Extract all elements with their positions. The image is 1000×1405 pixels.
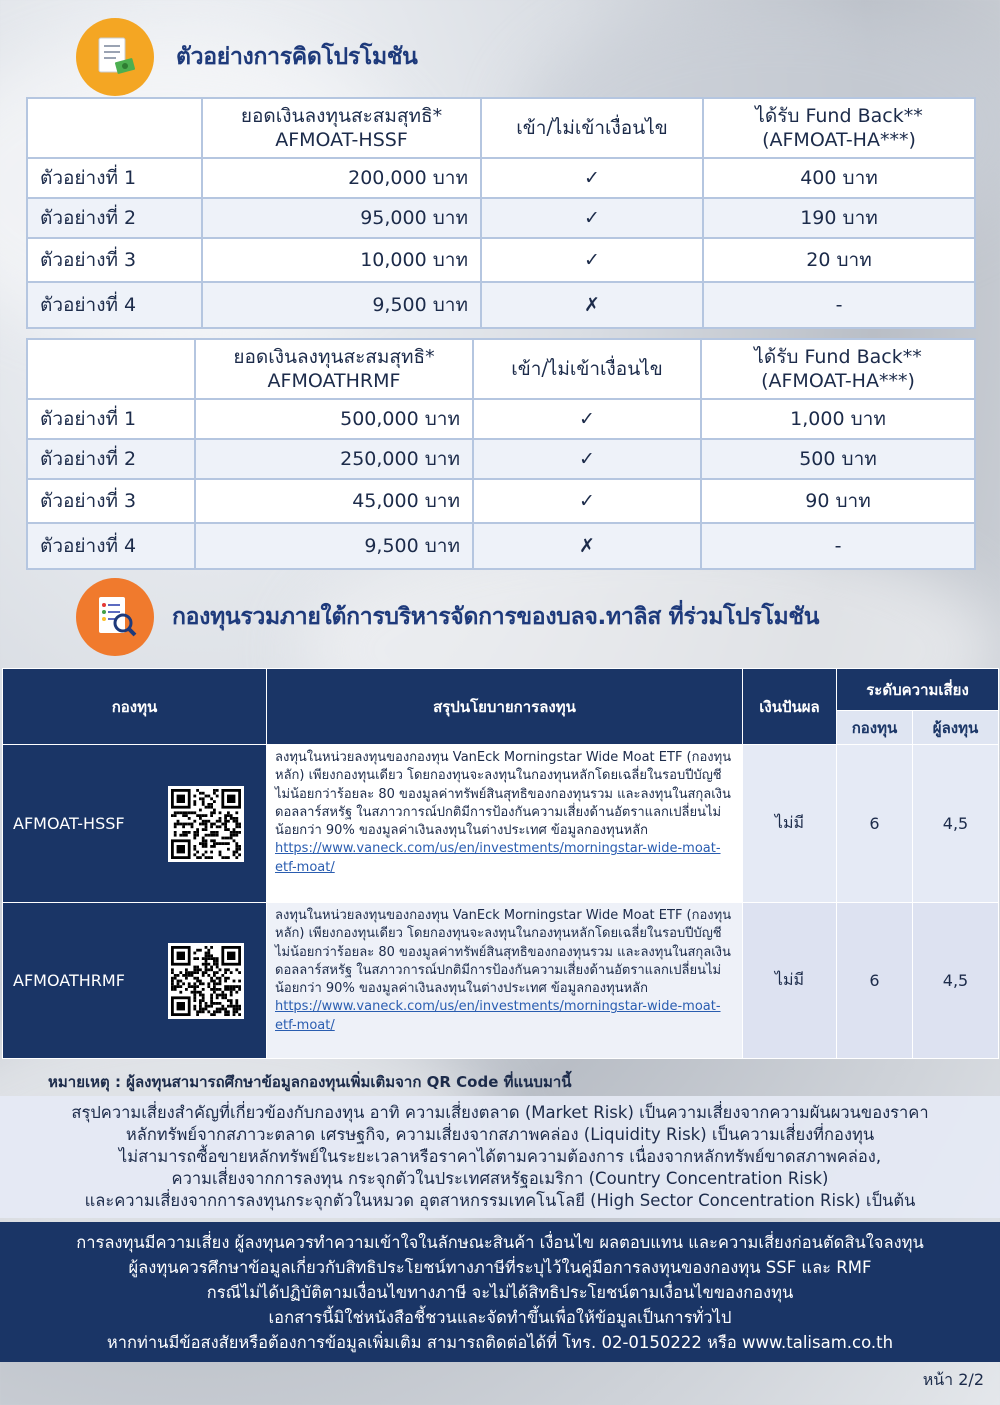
- fund-back-amount: 20 บาท: [703, 238, 975, 282]
- qr-code-icon[interactable]: [168, 943, 244, 1019]
- disclaimer-line: ผู้ลงทุนควรศึกษาข้อมูลเกี่ยวกับสิทธิประโยชน์ทางภาษีที่ระบุไว้ในคู่มือการลงทุนของกองทุน SSF และ RMF: [128, 1258, 872, 1277]
- qr-code-icon[interactable]: [168, 786, 244, 862]
- header-condition: เข้า/ไม่เข้าเงื่อนไข: [481, 98, 703, 158]
- fund-name-cell: [3, 903, 267, 1059]
- report-magnifier-icon: [76, 578, 154, 656]
- section-header-promo-example: [76, 18, 418, 96]
- condition-mark: ✓: [481, 238, 703, 282]
- fund-name-cell: [3, 745, 267, 903]
- header-policy: สรุปนโยบายการลงทุน: [267, 669, 743, 745]
- header-empty-cell: [27, 98, 202, 158]
- fund-row: [3, 903, 999, 1059]
- table-row: [27, 238, 975, 282]
- example-label: ตัวอย่างที่ 1: [27, 158, 202, 198]
- example-label: ตัวอย่างที่ 3: [27, 479, 195, 523]
- qr-note: หมายเหตุ : ผู้ลงทุนสามารถศึกษาข้อมูลกองทุนเพิ่มเติมจาก QR Code ที่แนบมานี้: [48, 1073, 572, 1091]
- policy-text: ลงทุนในหน่วยลงทุนของกองทุน VanEck Morningstar Wide Moat ETF (กองทุนหลัก) เพียงกองทุนเดียว โดยกองทุนจะลงทุนในกองทุนหลักโดยเฉลี่ยในรอบปีบัญชีไม่น้อยกว่าร้อยละ 80 ของมูลค่าทรัพย์สินสุทธิของกองทุนรวม และลงทุนในสกุลเงินดอลลาร์สหรัฐ ในสภาวการณ์ปกติมีการป้องกันความเสี่ยงด้านอัตราแลกเปลี่ยนไม่น้อยกว่า 90% ของมูลค่าเงินลงทุนในต่างประเทศ ข้อมูลกองทุนหลัก: [275, 908, 732, 997]
- dividend-value: ไม่มี: [743, 903, 837, 1059]
- table-body: [27, 158, 975, 328]
- header-condition: เข้า/ไม่เข้าเงื่อนไข: [473, 339, 701, 399]
- condition-mark: ✗: [481, 282, 703, 328]
- fund-policy: [267, 903, 743, 1059]
- table-row: [27, 523, 975, 569]
- table-row: [27, 158, 975, 198]
- example-label: ตัวอย่างที่ 4: [27, 282, 202, 328]
- header-fund-back: ได้รับ Fund Back** (AFMOAT-HA***): [703, 98, 975, 158]
- investment-amount: 95,000 บาท: [202, 198, 481, 238]
- table-row: [27, 399, 975, 439]
- table-row: [27, 479, 975, 523]
- disclaimer: [0, 1222, 1000, 1362]
- table-body: [27, 399, 975, 569]
- fund-back-amount: 500 บาท: [701, 439, 975, 479]
- example-label: ตัวอย่างที่ 2: [27, 198, 202, 238]
- fund-name: AFMOATHRMF: [13, 971, 125, 990]
- promo-table-rmf: [26, 338, 976, 570]
- example-label: ตัวอย่างที่ 4: [27, 523, 195, 569]
- promo-table-hssf: [26, 97, 976, 329]
- risk-fund-value: 6: [837, 745, 913, 903]
- investment-amount: 200,000 บาท: [202, 158, 481, 198]
- condition-mark: ✓: [473, 399, 701, 439]
- fund-policy: [267, 745, 743, 903]
- section-title: ตัวอย่างการคิดโปรโมชัน: [176, 44, 418, 70]
- header-dividend: เงินปันผล: [743, 669, 837, 745]
- investment-amount: 250,000 บาท: [195, 439, 473, 479]
- disclaimer-line: หากท่านมีข้อสงสัยหรือต้องการข้อมูลเพิ่มเติม สามารถติดต่อได้ที่ โทร. 02-0150222 หรือ www.talisam.co.th: [106, 1333, 894, 1352]
- example-label: ตัวอย่างที่ 3: [27, 238, 202, 282]
- investment-amount: 45,000 บาท: [195, 479, 473, 523]
- risk-investor-value: 4,5: [913, 903, 999, 1059]
- header-risk-fund: กองทุน: [837, 711, 913, 745]
- master-fund-link[interactable]: https://www.vaneck.com/us/en/investments/morningstar-wide-moat-etf-moat/: [275, 999, 721, 1033]
- document-money-icon: [76, 18, 154, 96]
- header-fund-back: ได้รับ Fund Back** (AFMOAT-HA***): [701, 339, 975, 399]
- header-accumulated-investment: ยอดเงินลงทุนสะสมสุทธิ* AFMOAT-HSSF: [202, 98, 481, 158]
- disclaimer-line: เอกสารนี้มิใช่หนังสือชี้ชวนและจัดทำขึ้นเพื่อให้ข้อมูลเป็นการทั่วไป: [268, 1308, 732, 1327]
- header-fund: กองทุน: [3, 669, 267, 745]
- risk-line: สรุปความเสี่ยงสำคัญที่เกี่ยวข้องกับกองทุน อาทิ ความเสี่ยงตลาด (Market Risk) เป็นความเสี่ยงจากความผันผวนของราคา: [71, 1103, 929, 1122]
- fund-back-amount: 400 บาท: [703, 158, 975, 198]
- investment-amount: 500,000 บาท: [195, 399, 473, 439]
- fund-row: [3, 745, 999, 903]
- condition-mark: ✗: [473, 523, 701, 569]
- section-header-funds: [76, 578, 819, 656]
- section-title: กองทุนรวมภายใต้การบริหารจัดการของบลจ.ทาลิส ที่ร่วมโปรโมชัน: [172, 604, 820, 630]
- investment-amount: 10,000 บาท: [202, 238, 481, 282]
- risk-fund-value: 6: [837, 903, 913, 1059]
- header-risk-investor: ผู้ลงทุน: [913, 711, 999, 745]
- page-number: หน้า 2/2: [922, 1370, 984, 1389]
- example-label: ตัวอย่างที่ 1: [27, 399, 195, 439]
- risk-line: หลักทรัพย์จากสภาวะตลาด เศรษฐกิจ, ความเสี่ยงจากสภาพคล่อง (Liquidity Risk) เป็นความเสี่ยงที่กองทุน: [125, 1125, 875, 1144]
- condition-mark: ✓: [473, 439, 701, 479]
- fund-back-amount: 190 บาท: [703, 198, 975, 238]
- funds-table: [2, 668, 999, 1059]
- risk-line: ไม่สามารถซื้อขายหลักทรัพย์ในระยะเวลาหรือราคาได้ตามความต้องการ เนื่องจากหลักทรัพย์ขาดสภาพคล่อง,: [118, 1147, 882, 1166]
- master-fund-link[interactable]: https://www.vaneck.com/us/en/investments/morningstar-wide-moat-etf-moat/: [275, 841, 721, 875]
- condition-mark: ✓: [481, 158, 703, 198]
- risk-summary: [0, 1096, 1000, 1218]
- fund-back-amount: -: [703, 282, 975, 328]
- fund-back-amount: -: [701, 523, 975, 569]
- dividend-value: ไม่มี: [743, 745, 837, 903]
- header-empty-cell: [27, 339, 195, 399]
- risk-line: และความเสี่ยงจากการลงทุนกระจุกตัวในหมวด อุตสาหกรรมเทคโนโลยี (High Sector Concentration Risk) เป็นต้น: [84, 1191, 916, 1210]
- fund-back-amount: 1,000 บาท: [701, 399, 975, 439]
- disclaimer-line: การลงทุนมีความเสี่ยง ผู้ลงทุนควรทำความเข้าใจในลักษณะสินค้า เงื่อนไข ผลตอบแทน และความเสี่ยงก่อนตัดสินใจลงทุน: [76, 1233, 924, 1252]
- policy-text: ลงทุนในหน่วยลงทุนของกองทุน VanEck Morningstar Wide Moat ETF (กองทุนหลัก) เพียงกองทุนเดียว โดยกองทุนจะลงทุนในกองทุนหลักโดยเฉลี่ยในรอบปีบัญชีไม่น้อยกว่าร้อยละ 80 ของมูลค่าทรัพย์สินสุทธิของกองทุนรวม และลงทุนในสกุลเงินดอลลาร์สหรัฐ ในสภาวการณ์ปกติมีการป้องกันความเสี่ยงด้านอัตราแลกเปลี่ยนไม่น้อยกว่า 90% ของมูลค่าเงินลงทุนในต่างประเทศ ข้อมูลกองทุนหลัก: [275, 750, 732, 839]
- table-row: [27, 439, 975, 479]
- table-row: [27, 198, 975, 238]
- example-label: ตัวอย่างที่ 2: [27, 439, 195, 479]
- investment-amount: 9,500 บาท: [202, 282, 481, 328]
- header-risk-level: ระดับความเสี่ยง: [837, 669, 999, 711]
- condition-mark: ✓: [473, 479, 701, 523]
- table-row: [27, 282, 975, 328]
- disclaimer-line: กรณีไม่ได้ปฏิบัติตามเงื่อนไขทางภาษี จะไม่ได้สิทธิประโยชน์ตามเงื่อนไขของกองทุน: [206, 1283, 794, 1302]
- risk-line: ความเสี่ยงจากการลงทุน กระจุกตัวในประเทศสหรัฐอเมริกา (Country Concentration Risk): [171, 1169, 829, 1188]
- condition-mark: ✓: [481, 198, 703, 238]
- investment-amount: 9,500 บาท: [195, 523, 473, 569]
- fund-name: AFMOAT-HSSF: [13, 814, 125, 833]
- fund-back-amount: 90 บาท: [701, 479, 975, 523]
- header-accumulated-investment: ยอดเงินลงทุนสะสมสุทธิ* AFMOATHRMF: [195, 339, 473, 399]
- risk-investor-value: 4,5: [913, 745, 999, 903]
